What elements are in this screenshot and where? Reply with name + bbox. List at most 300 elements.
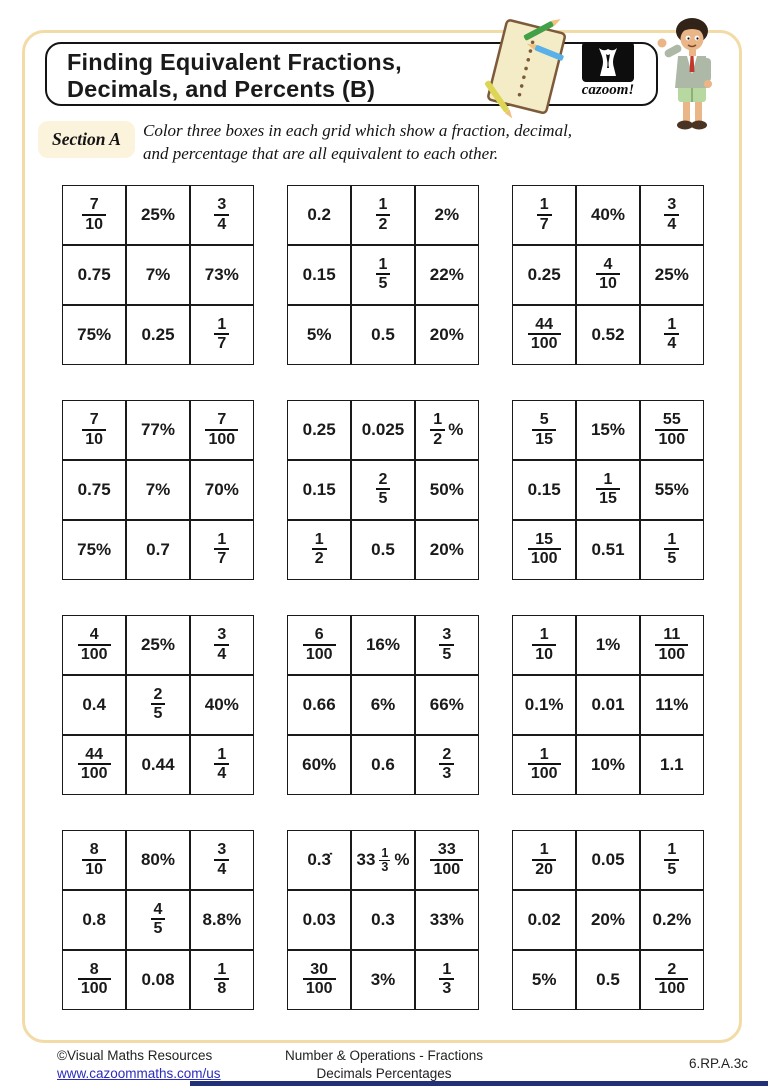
grid-cell[interactable]	[513, 616, 575, 674]
fraction-denominator: 100	[655, 978, 688, 998]
fraction-denominator: 100	[78, 644, 111, 664]
fraction-numerator: 1	[667, 315, 677, 333]
grid-cell[interactable]	[577, 306, 639, 364]
fraction-denominator: 2	[312, 548, 327, 568]
fraction	[376, 472, 391, 509]
cell-value: 15%	[590, 420, 625, 440]
fraction-denominator: 4	[214, 859, 229, 879]
grid-cell[interactable]	[63, 401, 125, 459]
fraction	[439, 962, 454, 999]
grid-cell[interactable]	[63, 951, 125, 1009]
cell-value: 11%	[655, 694, 689, 714]
cell-value: 75%	[77, 324, 112, 344]
cell-value: 0.08	[141, 969, 175, 989]
grid-cell[interactable]	[352, 186, 414, 244]
fraction	[214, 962, 229, 999]
grid-cell[interactable]	[513, 246, 575, 304]
fraction	[303, 962, 336, 999]
topic-line2: Decimals Percentages	[316, 1066, 452, 1082]
cell-value: 80%	[140, 850, 175, 870]
grid-cell[interactable]	[416, 246, 478, 304]
grid-cell[interactable]	[63, 186, 125, 244]
grid-cell[interactable]	[416, 951, 478, 1009]
grid-cell[interactable]	[352, 401, 414, 459]
cell-value: 0.7	[146, 539, 170, 559]
cell-value: 73%	[204, 264, 239, 284]
fraction-denominator: 3	[439, 763, 454, 783]
grid-cell[interactable]	[191, 401, 253, 459]
grid-cell[interactable]	[191, 951, 253, 1009]
grid-cell[interactable]	[513, 831, 575, 889]
fraction-numerator: 4	[603, 255, 613, 273]
fraction-denominator: 100	[78, 763, 111, 783]
grid-cell[interactable]	[288, 246, 350, 304]
fraction-denominator: 7	[537, 214, 552, 234]
grid-cell[interactable]	[63, 461, 125, 519]
fraction-denominator: 15	[596, 488, 620, 508]
grid-cell[interactable]	[352, 616, 414, 674]
grid-cell[interactable]	[641, 616, 703, 674]
grid-cell[interactable]	[288, 616, 350, 674]
cell-value: 0.25	[141, 324, 175, 344]
fraction-denominator: 7	[214, 333, 229, 353]
fraction-denominator: 100	[430, 859, 463, 879]
fraction-numerator: 3	[217, 840, 227, 858]
cell-value: 20%	[429, 539, 464, 559]
cell-value: 0.6	[371, 754, 395, 774]
fraction-numerator: 7	[89, 410, 99, 428]
grid-cell[interactable]	[288, 306, 350, 364]
cell-value: 3%	[370, 969, 396, 989]
equivalence-grid-6	[512, 400, 704, 580]
fraction	[664, 532, 679, 569]
grid-cell[interactable]	[191, 676, 253, 734]
cell-value: 0.66	[302, 694, 336, 714]
cell-value: 25%	[654, 264, 689, 284]
grid-cell[interactable]	[352, 676, 414, 734]
grid-cell[interactable]	[288, 401, 350, 459]
grid-cell[interactable]	[352, 951, 414, 1009]
fraction	[82, 197, 106, 234]
cell-value: 0.25	[302, 420, 336, 440]
fraction	[439, 747, 454, 784]
cell-value: 40%	[204, 694, 239, 714]
cell-value: 0.3̇	[307, 850, 331, 870]
grid-cell[interactable]	[641, 306, 703, 364]
fraction-denominator: 100	[303, 644, 336, 664]
grid-cell[interactable]	[63, 736, 125, 794]
standard-code: 6.RP.A.3c	[688, 1056, 748, 1071]
grid-cell[interactable]	[352, 521, 414, 579]
grid-cell[interactable]	[513, 676, 575, 734]
grid-cell[interactable]	[577, 401, 639, 459]
grid-cell[interactable]	[127, 306, 189, 364]
fraction-numerator: 1	[217, 745, 227, 763]
fraction-numerator: 1	[539, 840, 549, 858]
fraction	[664, 197, 679, 234]
grid-cell[interactable]	[352, 736, 414, 794]
fraction	[528, 532, 561, 569]
cell-value: 0.5	[371, 539, 395, 559]
cell-value: 25%	[140, 635, 175, 655]
fraction-denominator: 10	[532, 644, 556, 664]
grid-cell[interactable]	[641, 246, 703, 304]
cell-value: 7%	[145, 264, 171, 284]
fraction-numerator: 1	[433, 410, 443, 428]
fraction	[214, 197, 229, 234]
fraction	[430, 842, 463, 879]
topic-line1: Number & Operations - Fractions	[284, 1048, 484, 1063]
cell-value: 0.025	[361, 420, 405, 440]
grid-cell[interactable]	[641, 891, 703, 949]
grid-cell[interactable]	[416, 306, 478, 364]
fraction-denominator: 100	[655, 429, 688, 449]
fraction-numerator: 15	[535, 530, 554, 548]
grid-cell[interactable]	[416, 676, 478, 734]
fraction	[205, 412, 238, 449]
fraction-numerator: 1	[539, 745, 549, 763]
fraction	[655, 627, 688, 664]
grid-cell[interactable]	[577, 521, 639, 579]
grid-cell[interactable]	[513, 891, 575, 949]
fraction-denominator: 4	[664, 214, 679, 234]
grid-cell[interactable]	[191, 186, 253, 244]
fraction-numerator: 3	[667, 195, 677, 213]
fraction-numerator: 1	[539, 195, 549, 213]
cell-value: 10%	[590, 754, 625, 774]
grid-cell[interactable]	[63, 831, 125, 889]
fraction-denominator: 10	[82, 214, 106, 234]
grid-cell[interactable]	[416, 831, 478, 889]
grid-cell[interactable]	[641, 521, 703, 579]
cell-value: 55%	[654, 479, 689, 499]
fraction	[303, 627, 336, 664]
fraction	[528, 747, 561, 784]
cell-value: 20%	[429, 324, 464, 344]
fraction-numerator: 1	[217, 960, 227, 978]
footer-topic	[0, 1047, 768, 1083]
fraction-denominator: 100	[528, 763, 561, 783]
grid-cell[interactable]	[63, 676, 125, 734]
grid-cell[interactable]	[641, 401, 703, 459]
equivalence-grid-10	[62, 830, 254, 1010]
grid-cell[interactable]	[127, 831, 189, 889]
website-link[interactable]: www.cazoommaths.com/us	[57, 1066, 221, 1082]
grid-cell[interactable]	[127, 676, 189, 734]
grid-cell[interactable]	[352, 246, 414, 304]
grid-cell[interactable]	[127, 246, 189, 304]
grid-cell[interactable]	[127, 461, 189, 519]
fraction-numerator: 1	[314, 530, 324, 548]
fraction-numerator: 44	[535, 315, 554, 333]
grid-cell[interactable]	[513, 736, 575, 794]
fraction	[655, 412, 688, 449]
grid-cell[interactable]	[127, 616, 189, 674]
fraction	[378, 847, 391, 873]
fraction	[655, 962, 688, 999]
fraction	[214, 317, 229, 354]
grid-cell[interactable]	[352, 831, 414, 889]
grid-cell[interactable]	[577, 676, 639, 734]
grid-cell[interactable]	[352, 461, 414, 519]
fraction	[664, 317, 679, 354]
equivalence-grid-8	[287, 615, 479, 795]
grid-cell[interactable]	[577, 891, 639, 949]
grid-cell[interactable]	[191, 831, 253, 889]
grid-cell[interactable]	[191, 306, 253, 364]
grid-cell[interactable]	[416, 186, 478, 244]
fraction	[151, 902, 166, 939]
grid-cell[interactable]	[288, 831, 350, 889]
fraction-numerator: 2	[442, 745, 452, 763]
grid-cell[interactable]	[63, 891, 125, 949]
fraction	[664, 842, 679, 879]
fraction	[78, 747, 111, 784]
fraction	[537, 197, 552, 234]
cell-value: 6%	[370, 694, 396, 714]
fraction	[214, 532, 229, 569]
grid-cell[interactable]	[416, 461, 478, 519]
fraction-denominator: 3	[381, 859, 389, 874]
cell-value: 77%	[140, 420, 175, 440]
fraction-denominator: 100	[528, 333, 561, 353]
grid-cell[interactable]	[288, 461, 350, 519]
bottom-navy-bar	[190, 1081, 768, 1086]
fraction-denominator: 100	[528, 548, 561, 568]
grid-cell[interactable]	[191, 616, 253, 674]
fraction	[78, 627, 111, 664]
cell-value: 0.2%	[652, 909, 692, 929]
fraction-numerator: 3	[217, 195, 227, 213]
cell-value: 0.25	[527, 264, 561, 284]
fraction	[214, 842, 229, 879]
grid-cell[interactable]	[416, 521, 478, 579]
cell-value: 0.05	[591, 850, 625, 870]
instruction-line1: Color three boxes in each grid which show a fraction, decimal,	[143, 121, 573, 140]
grid-cell[interactable]	[63, 521, 125, 579]
fraction-numerator: 8	[89, 840, 99, 858]
fraction-denominator: 10	[82, 859, 106, 879]
grid-cell[interactable]	[191, 736, 253, 794]
instruction-line2: and percentage that are all equivalent to each other.	[143, 144, 499, 164]
cell-value: 0.15	[527, 479, 561, 499]
fraction-denominator: 5	[439, 644, 454, 664]
grid-cell[interactable]	[577, 951, 639, 1009]
grid-cell[interactable]	[191, 521, 253, 579]
cell-value: 5%	[531, 969, 557, 989]
cell-value: 0.5	[371, 324, 395, 344]
fraction-denominator: 100	[303, 978, 336, 998]
fraction-denominator: 5	[376, 273, 391, 293]
equivalence-grid-12	[512, 830, 704, 1010]
grid-cell[interactable]	[127, 951, 189, 1009]
fraction	[430, 412, 445, 449]
cell-value: 0.2	[307, 205, 331, 225]
fraction	[312, 532, 327, 569]
notebook-pencils-illustration	[472, 16, 584, 122]
fraction	[528, 317, 561, 354]
cell-value: 1.1	[660, 754, 684, 774]
fraction-denominator: 4	[214, 763, 229, 783]
grid-cell[interactable]	[641, 186, 703, 244]
grid-cell[interactable]	[577, 831, 639, 889]
cell-value: 8.8%	[202, 909, 242, 929]
grid-cell[interactable]	[416, 891, 478, 949]
grid-cell[interactable]	[191, 461, 253, 519]
grid-cell[interactable]	[577, 246, 639, 304]
fraction	[376, 257, 391, 294]
fraction-numerator: 30	[310, 960, 329, 978]
grid-cell[interactable]	[577, 461, 639, 519]
cell-value: 7%	[145, 479, 171, 499]
grid-cell[interactable]	[641, 461, 703, 519]
grid-cell[interactable]	[513, 306, 575, 364]
cell-value: 75%	[77, 539, 112, 559]
fraction-numerator: 4	[153, 900, 163, 918]
fraction-numerator: 3	[217, 625, 227, 643]
grid-cell[interactable]	[577, 736, 639, 794]
fraction-denominator: 100	[655, 644, 688, 664]
cell-value: 50%	[429, 479, 464, 499]
grid-cell[interactable]	[513, 461, 575, 519]
grid-cell[interactable]	[63, 306, 125, 364]
cell-value: %	[448, 420, 464, 440]
grid-cell[interactable]	[641, 736, 703, 794]
grid-cell[interactable]	[288, 891, 350, 949]
fraction-denominator: 10	[596, 273, 620, 293]
equivalence-grid-7	[62, 615, 254, 795]
cell-value: 0.15	[302, 479, 336, 499]
equivalence-grid-9	[512, 615, 704, 795]
fraction-numerator: 3	[442, 625, 452, 643]
copyright-text: ©Visual Maths Resources	[57, 1048, 213, 1063]
fraction	[214, 627, 229, 664]
cazoom-logo-vase-icon	[582, 42, 634, 82]
cell-value: 70%	[204, 479, 239, 499]
fraction	[439, 627, 454, 664]
fraction-denominator: 2	[430, 429, 445, 449]
cell-value: 1%	[595, 635, 621, 655]
cell-value: 33	[356, 850, 376, 870]
grid-cell[interactable]	[288, 951, 350, 1009]
grid-cell[interactable]	[352, 891, 414, 949]
cell-value: 20%	[590, 909, 625, 929]
grid-cell[interactable]	[288, 521, 350, 579]
grid-cell[interactable]	[127, 186, 189, 244]
grid-cell[interactable]	[288, 676, 350, 734]
cell-value: 0.52	[591, 324, 625, 344]
grid-cell[interactable]	[127, 736, 189, 794]
fraction-denominator: 100	[205, 429, 238, 449]
fraction-denominator: 4	[214, 644, 229, 664]
section-a-instructions	[143, 119, 572, 166]
grid-cell[interactable]	[191, 246, 253, 304]
grid-cell[interactable]	[127, 521, 189, 579]
fraction-numerator: 2	[667, 960, 677, 978]
fraction-numerator: 1	[667, 840, 677, 858]
equivalence-grid-11	[287, 830, 479, 1010]
cell-value: %	[394, 850, 410, 870]
cell-value: 0.8	[82, 909, 106, 929]
fraction-denominator: 20	[532, 859, 556, 879]
cell-value: 25%	[140, 205, 175, 225]
grid-cell[interactable]	[191, 891, 253, 949]
cell-value: 5%	[306, 324, 332, 344]
grid-cell[interactable]	[63, 616, 125, 674]
grid-cell[interactable]	[416, 736, 478, 794]
cell-value: 0.44	[141, 754, 175, 774]
grid-cell[interactable]	[352, 306, 414, 364]
fraction	[78, 962, 111, 999]
grid-cell[interactable]	[288, 736, 350, 794]
fraction-numerator: 1	[217, 530, 227, 548]
boy-mascot-illustration	[648, 14, 730, 136]
fraction	[596, 472, 620, 509]
cell-value: 0.02	[527, 909, 561, 929]
grid-cell[interactable]	[513, 186, 575, 244]
fraction-denominator: 5	[151, 918, 166, 938]
grid-cell[interactable]	[288, 186, 350, 244]
fraction-denominator: 5	[664, 859, 679, 879]
grid-cell[interactable]	[513, 521, 575, 579]
cell-value: 0.15	[302, 264, 336, 284]
fraction-numerator: 33	[437, 840, 456, 858]
grid-cell[interactable]	[641, 951, 703, 1009]
fraction-numerator: 44	[85, 745, 104, 763]
fraction-numerator: 1	[539, 625, 549, 643]
fraction	[82, 412, 106, 449]
grid-cell[interactable]	[641, 676, 703, 734]
fraction-numerator: 2	[378, 470, 388, 488]
grid-cell[interactable]	[416, 616, 478, 674]
fraction-numerator: 1	[217, 315, 227, 333]
fraction	[82, 842, 106, 879]
fraction-denominator: 4	[214, 214, 229, 234]
fraction-numerator: 7	[89, 195, 99, 213]
grid-cell[interactable]	[641, 831, 703, 889]
grid-cell[interactable]	[63, 246, 125, 304]
fraction-numerator: 1	[381, 846, 389, 861]
cell-value: 16%	[365, 635, 400, 655]
grid-cell[interactable]	[127, 401, 189, 459]
cell-value: 0.75	[77, 264, 111, 284]
cell-value: 0.3	[371, 909, 395, 929]
equivalence-grid-3	[512, 185, 704, 365]
equivalence-grid-4	[62, 400, 254, 580]
fraction-numerator: 1	[603, 470, 613, 488]
grid-cell[interactable]	[577, 186, 639, 244]
cell-value: 33%	[429, 909, 464, 929]
fraction-numerator: 55	[662, 410, 681, 428]
grid-cell[interactable]	[513, 951, 575, 1009]
worksheet-title-line1: Finding Equivalent Fractions,	[67, 49, 402, 75]
fraction-numerator: 1	[378, 195, 388, 213]
cell-value: 0.5	[596, 969, 620, 989]
grid-cell[interactable]	[416, 401, 478, 459]
fraction-numerator: 11	[663, 625, 681, 643]
fraction-numerator: 1	[667, 530, 677, 548]
cell-value: 66%	[429, 694, 464, 714]
fraction-denominator: 10	[82, 429, 106, 449]
equivalence-grid-1	[62, 185, 254, 365]
grid-cell[interactable]	[577, 616, 639, 674]
fraction-denominator: 7	[214, 548, 229, 568]
fraction	[596, 257, 620, 294]
grid-cell[interactable]	[127, 891, 189, 949]
fraction-denominator: 5	[376, 488, 391, 508]
grid-cell[interactable]	[513, 401, 575, 459]
fraction-numerator: 1	[378, 255, 388, 273]
